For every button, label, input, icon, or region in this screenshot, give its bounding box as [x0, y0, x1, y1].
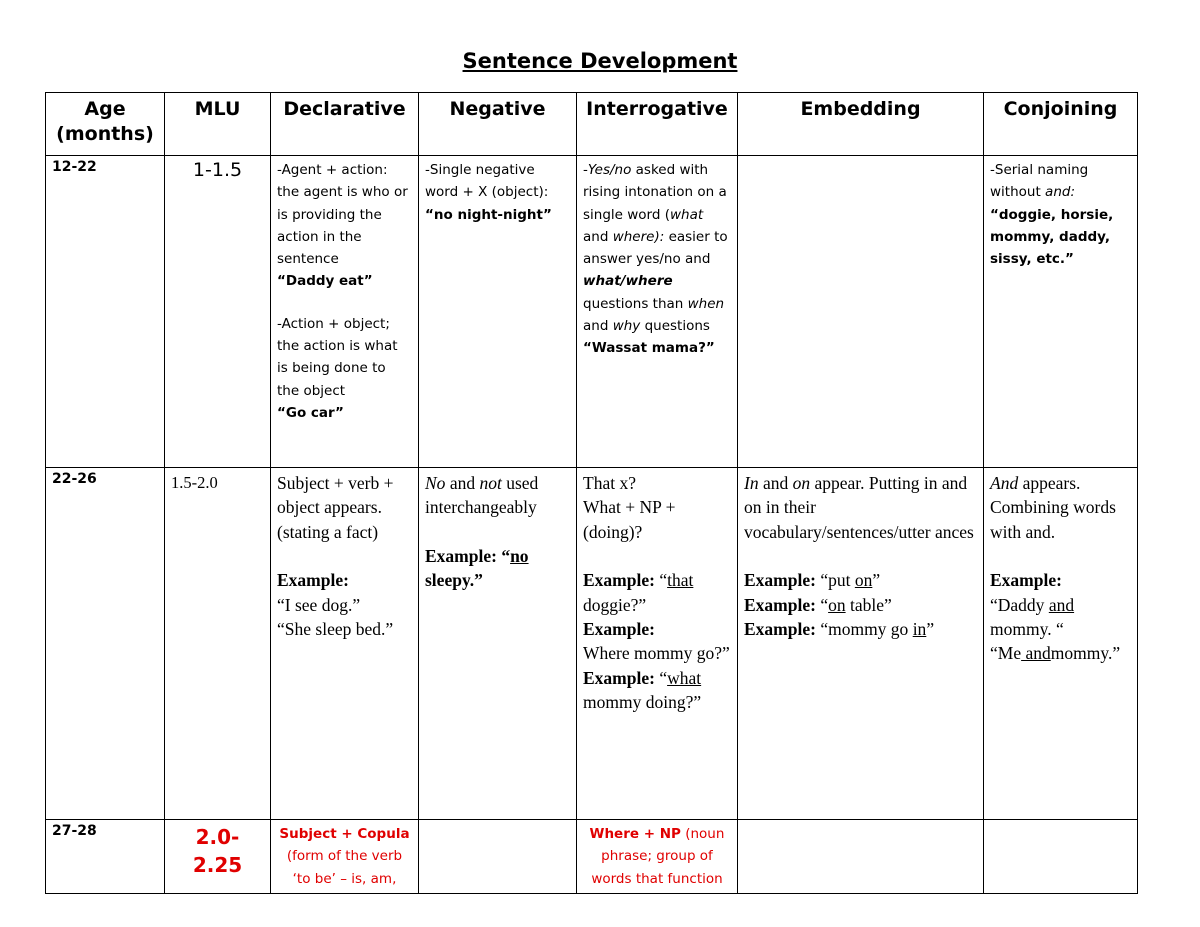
page-title: Sentence Development: [462, 49, 738, 73]
embedding-cell: [738, 820, 984, 894]
age-cell: 12-22: [46, 156, 165, 468]
table-row: [46, 820, 1138, 894]
negative-cell: No and not used interchangeably Example: “no sleepy.”: [419, 468, 577, 820]
header-mlu: MLU: [165, 93, 271, 156]
conjoining-cell: [984, 820, 1138, 894]
age-cell: 22-26: [46, 468, 165, 820]
conjoining-cell: -Serial naming without and: “doggie, horsie, mommy, daddy, sissy, etc.”: [984, 156, 1138, 468]
mlu-cell: 1-1.5: [165, 156, 271, 468]
header-declarative: Declarative: [271, 93, 419, 156]
header-conjoining: Conjoining: [984, 93, 1138, 156]
declarative-cell: -Agent + action: the agent is who or is providing the action in the sentence “Daddy eat” -Action + object; the action is what is being done to the object “Go car”: [271, 156, 419, 468]
interrogative-cell: -Yes/no asked with rising intonation on a single word (what and where): easier to answer yes/no and what/where questions than when and why questions “Wassat mama?”: [577, 156, 738, 468]
age-cell: 27-28: [46, 820, 165, 894]
mlu-cell: 2.0- 2.25: [165, 820, 271, 894]
negative-cell: -Single negative word + X (object): “no night-night”: [419, 156, 577, 468]
embedding-cell: In and on appear. Putting in and on in their vocabulary/sentences/utter ances Example: “put on” Example: “on table” Example: “mommy go in”: [738, 468, 984, 820]
mlu-cell: 1.5-2.0: [165, 468, 271, 820]
table-row: [46, 468, 1138, 820]
header-age: Age (months): [46, 93, 165, 156]
declarative-cell: Subject + verb + object appears. (stating a fact) Example: “I see dog.” “She sleep bed.”: [271, 468, 419, 820]
declarative-cell: Subject + Copula (form of the verb ‘to be’ – is, am,: [271, 820, 419, 894]
interrogative-cell: That x? What + NP + (doing)? Example: “that doggie?” Example: Where mommy go?” Example: “what mommy doing?”: [577, 468, 738, 820]
header-interrogative: Interrogative: [577, 93, 738, 156]
header-embedding: Embedding: [738, 93, 984, 156]
negative-cell: [419, 820, 577, 894]
header-negative: Negative: [419, 93, 577, 156]
sentence-development-table: [45, 92, 1138, 894]
embedding-cell: [738, 156, 984, 468]
table-row: [46, 156, 1138, 468]
header-row: [46, 93, 1138, 156]
interrogative-cell: Where + NP (noun phrase; group of words that function: [577, 820, 738, 894]
conjoining-cell: And appears. Combining words with and. Example: “Daddy and mommy. “ “Me andmommy.”: [984, 468, 1138, 820]
